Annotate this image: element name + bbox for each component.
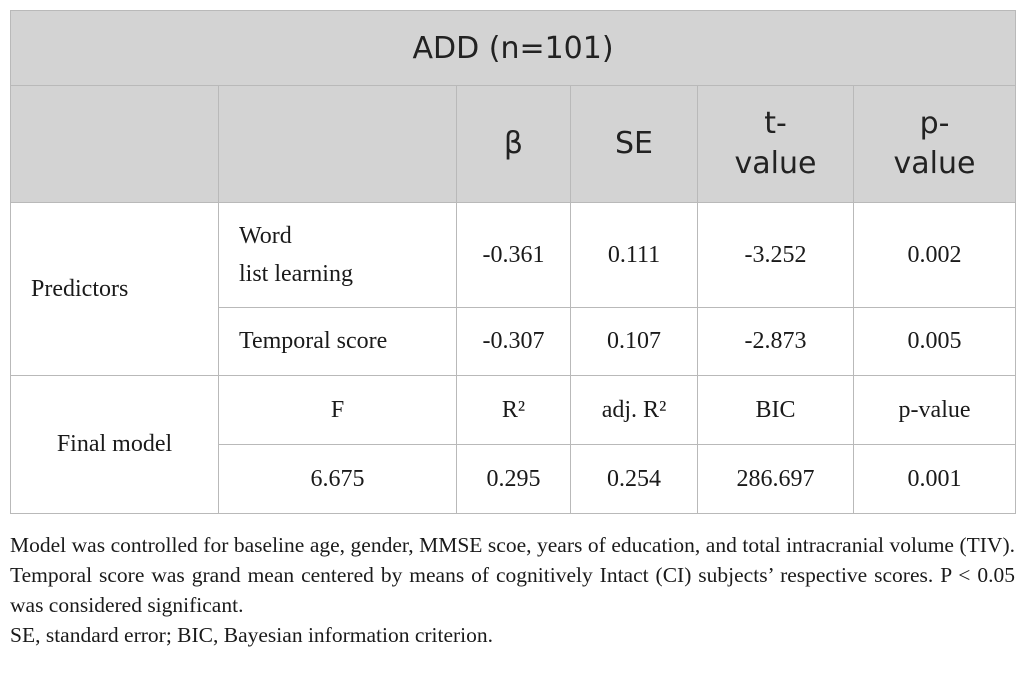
cell-se: 0.111 bbox=[571, 203, 698, 308]
fm-value-r2: 0.295 bbox=[457, 445, 571, 514]
cell-t: -3.252 bbox=[698, 203, 854, 308]
table-footnotes bbox=[10, 530, 1015, 650]
fm-header-r2: R² bbox=[457, 376, 571, 445]
regression-table-container bbox=[10, 10, 1015, 514]
predictor-name-temporal: Temporal score bbox=[219, 308, 457, 376]
header-blank-2 bbox=[219, 86, 457, 203]
cell-beta: -0.307 bbox=[457, 308, 571, 376]
table-title: ADD (n=101) bbox=[11, 11, 1016, 86]
header-p-value: p- value bbox=[854, 86, 1016, 203]
header-t-value: t- value bbox=[698, 86, 854, 203]
predictor-name-line2: list learning bbox=[239, 261, 353, 287]
cell-p: 0.005 bbox=[854, 308, 1016, 376]
fm-value-bic: 286.697 bbox=[698, 445, 854, 514]
header-se: SE bbox=[571, 86, 698, 203]
final-model-label: Final model bbox=[11, 376, 219, 514]
predictor-name-line1: Word bbox=[239, 223, 292, 249]
cell-se: 0.107 bbox=[571, 308, 698, 376]
cell-beta: -0.361 bbox=[457, 203, 571, 308]
fm-header-adj-r2: adj. R² bbox=[571, 376, 698, 445]
predictors-label: Predictors bbox=[11, 203, 219, 376]
cell-p: 0.002 bbox=[854, 203, 1016, 308]
footnote-paragraph-1: Model was controlled for baseline age, gender, MMSE scoe, years of education, and total intracranial volume (TIV). Temporal score was grand mean centered by means of cognitively Intact (CI) subjects’ respective scores. P < 0.05 was considered significant. bbox=[10, 533, 1015, 617]
fm-header-f: F bbox=[219, 376, 457, 445]
regression-table bbox=[10, 10, 1016, 514]
header-beta: β bbox=[457, 86, 571, 203]
fm-header-bic: BIC bbox=[698, 376, 854, 445]
header-blank-1 bbox=[11, 86, 219, 203]
cell-t: -2.873 bbox=[698, 308, 854, 376]
fm-value-adj-r2: 0.254 bbox=[571, 445, 698, 514]
predictor-name-word-list bbox=[219, 203, 457, 308]
fm-value-p: 0.001 bbox=[854, 445, 1016, 514]
fm-value-f: 6.675 bbox=[219, 445, 457, 514]
footnote-paragraph-2: SE, standard error; BIC, Bayesian information criterion. bbox=[10, 623, 494, 647]
fm-header-p: p-value bbox=[854, 376, 1016, 445]
